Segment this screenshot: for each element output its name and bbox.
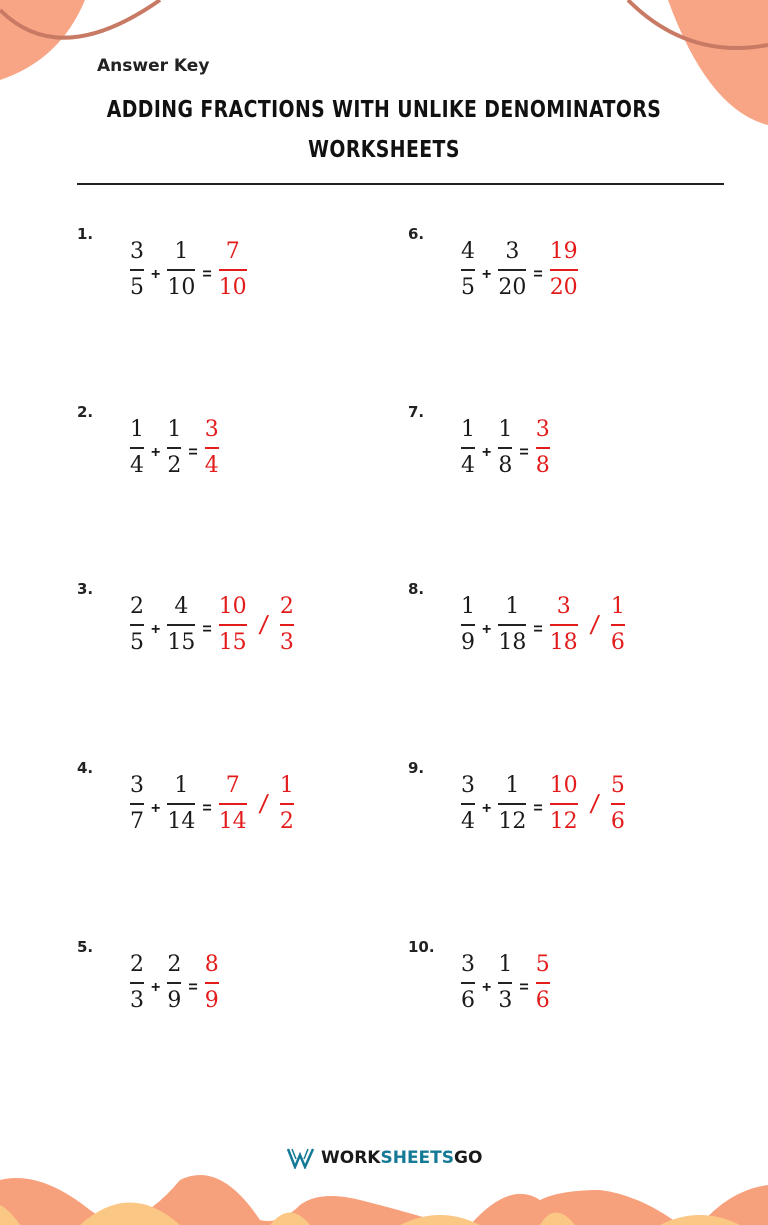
addend-fraction-1: $\frac{3}{5}$ <box>130 239 144 300</box>
plus-sign: + <box>482 266 492 283</box>
addend-fraction-2: $\frac{3}{20}$ <box>498 239 527 300</box>
equals-sign: = <box>519 444 529 461</box>
problem-number: 1. <box>77 225 94 243</box>
plus-sign: + <box>151 800 161 817</box>
worksheetsgo-logo-icon <box>287 1147 315 1169</box>
answer-fraction: $\frac{10}{15}$ <box>218 594 247 655</box>
simplified-answer-fraction: $\frac{1}{2}$ <box>279 773 294 834</box>
addend-fraction-1: $\frac{1}{4}$ <box>130 417 144 478</box>
problem-number: 8. <box>408 580 425 598</box>
addend-fraction-2: $\frac{1}{12}$ <box>498 773 527 834</box>
addend-fraction-1: $\frac{3}{6}$ <box>461 952 475 1013</box>
problem-number: 5. <box>77 938 94 956</box>
addend-fraction-2: $\frac{1}{2}$ <box>167 417 182 478</box>
page-title-line2: WORKSHEETS <box>308 137 460 163</box>
addend-fraction-2: $\frac{1}{14}$ <box>167 773 196 834</box>
problem-number: 6. <box>408 225 425 243</box>
addend-fraction-2: $\frac{4}{15}$ <box>167 594 196 655</box>
answer-fraction: $\frac{8}{9}$ <box>204 952 219 1013</box>
equals-sign: = <box>202 621 212 638</box>
top-left-decoration <box>0 0 170 90</box>
addend-fraction-1: $\frac{3}{7}$ <box>130 773 144 834</box>
answer-fraction: $\frac{10}{12}$ <box>549 773 578 834</box>
addend-fraction-1: $\frac{3}{4}$ <box>461 773 475 834</box>
equals-sign: = <box>533 266 543 283</box>
equals-sign: = <box>188 444 198 461</box>
answer-fraction: $\frac{3}{8}$ <box>535 417 550 478</box>
plus-sign: + <box>151 621 161 638</box>
plus-sign: + <box>482 800 492 817</box>
answer-fraction: $\frac{7}{14}$ <box>218 773 247 834</box>
problem-number: 3. <box>77 580 94 598</box>
slash-separator: / <box>257 609 270 640</box>
answer-fraction: $\frac{19}{20}$ <box>549 239 578 300</box>
plus-sign: + <box>482 621 492 638</box>
addend-fraction-2: $\frac{1}{8}$ <box>498 417 513 478</box>
simplified-answer-fraction: $\frac{1}{6}$ <box>610 594 625 655</box>
equals-sign: = <box>519 979 529 996</box>
addend-fraction-2: $\frac{1}{10}$ <box>167 239 196 300</box>
slash-separator: / <box>588 788 601 819</box>
equals-sign: = <box>533 800 543 817</box>
addend-fraction-1: $\frac{2}{3}$ <box>130 952 144 1013</box>
problem-number: 4. <box>77 759 94 777</box>
plus-sign: + <box>151 266 161 283</box>
simplified-answer-fraction: $\frac{5}{6}$ <box>610 773 625 834</box>
equals-sign: = <box>202 800 212 817</box>
answer-key-label: Answer Key <box>97 56 210 76</box>
problem-number: 9. <box>408 759 425 777</box>
equals-sign: = <box>533 621 543 638</box>
problem-number: 10. <box>408 938 435 956</box>
addend-fraction-2: $\frac{1}{3}$ <box>498 952 513 1013</box>
bottom-wave-decoration <box>0 1170 768 1225</box>
header-divider <box>77 183 724 185</box>
slash-separator: / <box>257 788 270 819</box>
addend-fraction-1: $\frac{1}{9}$ <box>461 594 475 655</box>
answer-fraction: $\frac{3}{18}$ <box>549 594 578 655</box>
problem-number: 7. <box>408 403 425 421</box>
equals-sign: = <box>202 266 212 283</box>
plus-sign: + <box>151 979 161 996</box>
plus-sign: + <box>482 979 492 996</box>
plus-sign: + <box>151 444 161 461</box>
answer-fraction: $\frac{3}{4}$ <box>204 417 219 478</box>
worksheetsgo-logo: WORK SHEETS GO <box>287 1147 482 1169</box>
addend-fraction-1: $\frac{1}{4}$ <box>461 417 475 478</box>
addend-fraction-1: $\frac{2}{5}$ <box>130 594 144 655</box>
addend-fraction-1: $\frac{4}{5}$ <box>461 239 475 300</box>
addend-fraction-2: $\frac{2}{9}$ <box>167 952 182 1013</box>
slash-separator: / <box>588 609 601 640</box>
plus-sign: + <box>482 444 492 461</box>
answer-fraction: $\frac{5}{6}$ <box>535 952 550 1013</box>
simplified-answer-fraction: $\frac{2}{3}$ <box>279 594 294 655</box>
answer-fraction: $\frac{7}{10}$ <box>218 239 247 300</box>
page-title: ADDING FRACTIONS WITH UNLIKE DENOMINATORS <box>106 97 662 123</box>
equals-sign: = <box>188 979 198 996</box>
addend-fraction-2: $\frac{1}{18}$ <box>498 594 527 655</box>
problem-number: 2. <box>77 403 94 421</box>
